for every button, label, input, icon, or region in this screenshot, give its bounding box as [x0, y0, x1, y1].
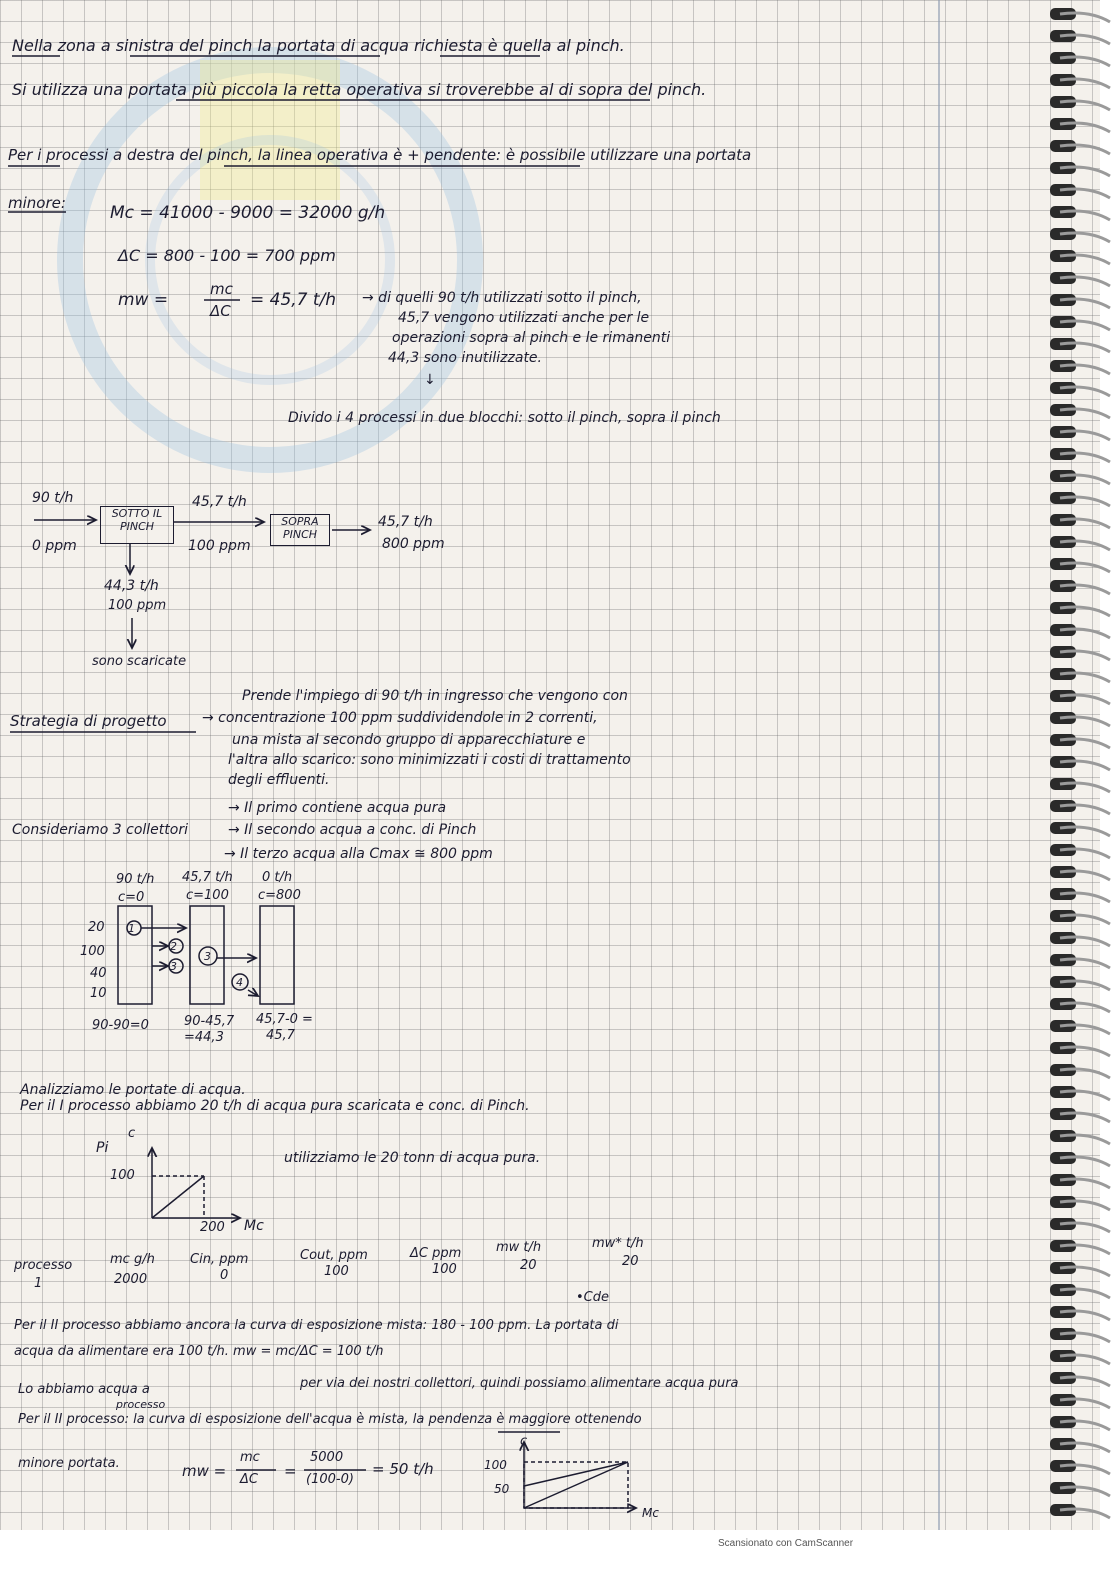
collector-header: 90 t/h	[116, 872, 155, 887]
process-row-label: 20	[88, 920, 105, 935]
graph-label: 100	[110, 1168, 135, 1183]
flow-label: 45,7 t/h	[378, 514, 433, 530]
graph-label: Pi	[96, 1140, 109, 1156]
collector-header: 45,7 t/h	[182, 870, 233, 885]
fraction-numerator: 5000	[310, 1450, 344, 1465]
annotation: •Cde	[576, 1290, 609, 1305]
collector-balance: 90-90=0	[92, 1018, 149, 1033]
text-line: Lo abbiamo acqua a	[18, 1382, 150, 1397]
table-cell: 100	[432, 1262, 457, 1277]
graph-label: Mc	[642, 1506, 659, 1520]
text-line: Si utilizza una portata più piccola la retta operativa si troverebbe al di sopra del pinch.	[12, 80, 707, 99]
text-line: Nella zona a sinistra del pinch la portata di acqua richiesta è quella al pinch.	[12, 36, 625, 55]
graph-label: c	[128, 1126, 136, 1141]
text-line: processo	[116, 1398, 166, 1411]
note-line: → di quelli 90 t/h utilizzati sotto il pinch,	[362, 290, 642, 306]
table-header: Cin, ppm	[190, 1252, 249, 1267]
fraction-numerator: mc	[240, 1450, 260, 1465]
note-line: operazioni sopra al pinch e le rimanenti	[392, 330, 671, 346]
table-header: Cout, ppm	[300, 1248, 368, 1263]
margin-line	[938, 0, 940, 1530]
equation: mw =	[182, 1462, 227, 1480]
fraction-denominator: ΔC	[210, 302, 231, 320]
text-line: Per il I processo abbiamo 20 t/h di acqua pura scaricata e conc. di Pinch.	[20, 1098, 530, 1114]
table-cell: 100	[324, 1264, 349, 1279]
text-line: minore:	[8, 194, 66, 212]
graph-label: c	[520, 1434, 528, 1449]
text-line: utilizziamo le 20 tonn di acqua pura.	[284, 1150, 541, 1166]
process-number: 4	[236, 976, 243, 989]
table-cell: 20	[622, 1254, 639, 1269]
process-row-label: 100	[80, 944, 105, 959]
footer-caption: Scansionato con CamScanner	[718, 1538, 854, 1549]
graph-label: 100	[484, 1458, 507, 1472]
equation: Mc = 41000 - 9000 = 32000 g/h	[110, 203, 386, 223]
table-header: mc g/h	[110, 1252, 155, 1267]
box-label: SOPRA PINCH	[281, 515, 319, 541]
text-line: → Il secondo acqua a conc. di Pinch	[228, 822, 477, 838]
text-line: Per i processi a destra del pinch, la linea operativa è + pendente: è possibile utilizzare una portata	[8, 146, 752, 164]
text-line: per via dei nostri collettori, quindi possiamo alimentare acqua pura	[300, 1376, 739, 1391]
flow-label: 100 ppm	[108, 598, 167, 613]
note-line: 45,7 vengono utilizzati anche per le	[398, 310, 650, 326]
collector-header: c=100	[186, 888, 229, 903]
text-line: degli effluenti.	[228, 772, 330, 788]
graph-label: 200	[200, 1220, 225, 1235]
graph-label: 50	[494, 1482, 510, 1496]
flow-label: sono scaricate	[92, 654, 187, 669]
box-sopra-pinch	[270, 514, 330, 546]
text-line: l'altra allo scarico: sono minimizzati i costi di trattamento	[228, 752, 631, 768]
table-cell: 1	[34, 1276, 43, 1291]
spiral-binding	[1020, 0, 1116, 1530]
text-line: Analizziamo le portate di acqua.	[20, 1082, 246, 1098]
table-header: ΔC ppm	[410, 1246, 462, 1261]
text-line: Per il II processo abbiamo ancora la curva di esposizione mista: 180 - 100 ppm. La portata di	[14, 1318, 619, 1333]
process-number: 2	[170, 940, 177, 953]
text-line: minore portata.	[18, 1456, 120, 1471]
fraction-numerator: mc	[210, 280, 233, 298]
collector-balance: 45,7	[266, 1028, 295, 1043]
box-label: SOTTO IL PINCH	[111, 507, 163, 533]
process-row-label: 10	[90, 986, 107, 1001]
graph-label: Mc	[244, 1218, 264, 1234]
flow-label: 100 ppm	[188, 538, 251, 554]
text-line: → Il primo contiene acqua pura	[228, 800, 447, 816]
table-cell: 20	[520, 1258, 537, 1273]
text-line: Divido i 4 processi in due blocchi: sotto il pinch, sopra il pinch	[288, 410, 721, 426]
text-line: una mista al secondo gruppo di apparecchiature e	[232, 732, 586, 748]
table-cell: 2000	[114, 1272, 148, 1287]
equation: ΔC = 800 - 100 = 700 ppm	[118, 246, 336, 265]
fraction-denominator: ΔC	[240, 1472, 258, 1487]
flow-label: 0 ppm	[32, 538, 77, 554]
flow-label: 800 ppm	[382, 536, 445, 552]
equation: = 45,7 t/h	[250, 290, 337, 310]
table-cell: 0	[220, 1268, 229, 1283]
text-line: Per il II processo: la curva di esposizione dell'acqua è mista, la pendenza è maggiore ottenendo	[18, 1412, 642, 1427]
collector-header: c=0	[118, 890, 145, 905]
table-header: processo	[14, 1258, 73, 1273]
table-header: mw* t/h	[592, 1236, 644, 1251]
text-line: Prende l'impiego di 90 t/h in ingresso che vengono con	[242, 688, 628, 704]
text-line: acqua da alimentare era 100 t/h. mw = mc/ΔC = 100 t/h	[14, 1344, 384, 1359]
box-sotto-pinch	[100, 506, 174, 544]
process-number: 3	[170, 960, 177, 973]
flow-label: 90 t/h	[32, 490, 74, 506]
heading: Strategia di progetto	[10, 712, 167, 730]
equation: =	[284, 1462, 297, 1480]
heading: Consideriamo 3 collettori	[12, 822, 188, 838]
equation: = 50 t/h	[372, 1460, 434, 1478]
note-line: 44,3 sono inutilizzate.	[388, 350, 542, 366]
collector-header: c=800	[258, 888, 301, 903]
flow-label: 44,3 t/h	[104, 578, 159, 594]
process-number: 3	[204, 950, 211, 963]
collector-balance: =44,3	[184, 1030, 224, 1045]
collector-balance: 45,7-0 =	[256, 1012, 313, 1027]
process-number: 1	[128, 922, 135, 935]
table-header: mw t/h	[496, 1240, 542, 1255]
equation: mw =	[118, 290, 169, 310]
collector-balance: 90-45,7	[184, 1014, 235, 1029]
arrow-down: ↓	[424, 372, 436, 388]
fraction-denominator: (100-0)	[306, 1472, 354, 1487]
collector-header: 0 t/h	[262, 870, 293, 885]
text-line: → Il terzo acqua alla Cmax ≅ 800 ppm	[224, 846, 493, 862]
flow-label: 45,7 t/h	[192, 494, 247, 510]
process-row-label: 40	[90, 966, 107, 981]
text-line: → concentrazione 100 ppm suddividendole in 2 correnti,	[202, 710, 598, 726]
